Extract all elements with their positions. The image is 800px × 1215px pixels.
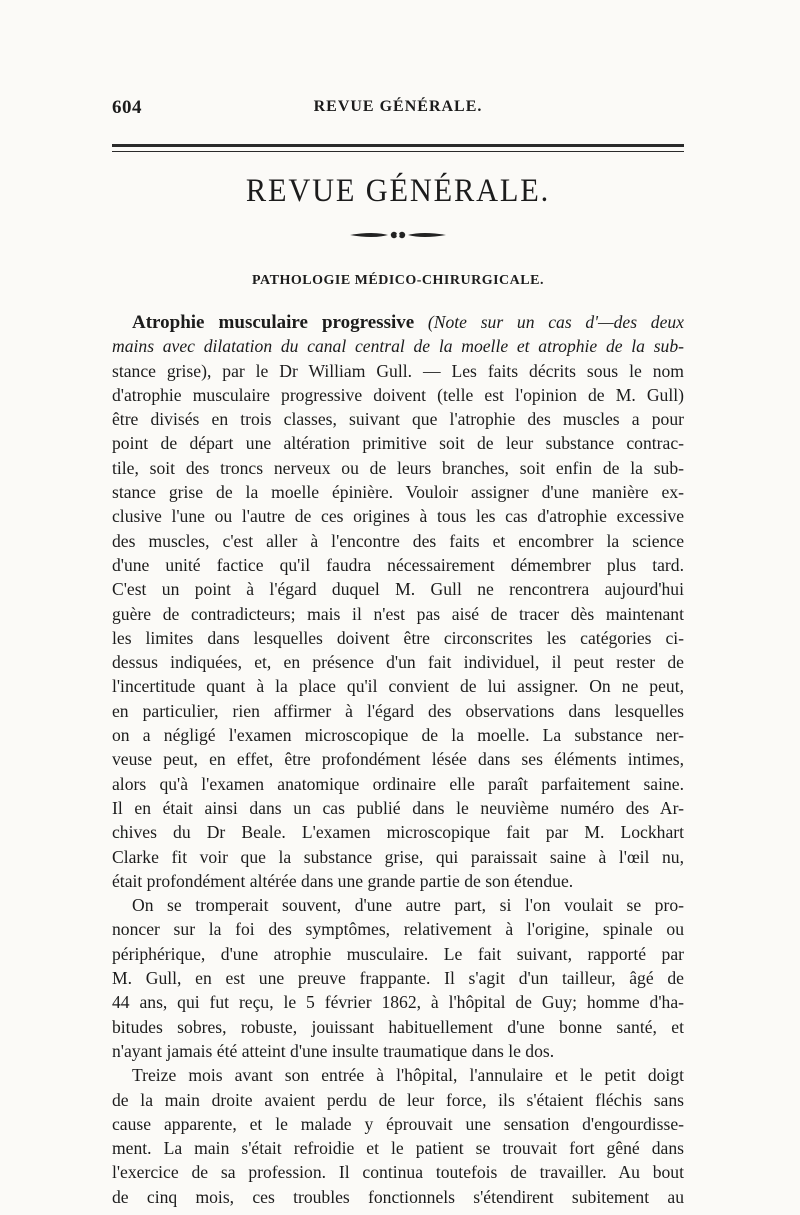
text-line: l'exercice de sa profession. Il continua toutefois de travailler. Au bout	[112, 1162, 684, 1183]
header-rule-thick	[112, 144, 684, 147]
page-number: 604	[112, 97, 142, 118]
running-head	[112, 97, 684, 121]
text-line: être divisés en trois classes, suivant que l'atrophie des muscles a pour	[112, 409, 684, 430]
text-line: stance grise de la moelle épinière. Vouloir assigner d'une manière ex-	[112, 482, 684, 503]
text-line: bitudes sobres, robuste, jouissant habituellement d'une bonne santé, et	[112, 1016, 684, 1037]
text-line: cause apparente, et le malade y éprouvait une sensation d'engourdisse-	[112, 1113, 684, 1134]
header-rule-thin	[112, 151, 684, 152]
text-line: C'est un point à l'égard duquel M. Gull ne rencontrera aujourd'hui	[112, 579, 684, 600]
article-first-line	[112, 310, 684, 334]
text-line: périphérique, d'une atrophie musculaire. Le fait suivant, rapporté par	[112, 943, 684, 964]
text-line: d'atrophie musculaire progressive doivent (telle est l'opinion de M. Gull)	[112, 384, 684, 405]
page-title: REVUE GÉNÉRALE.	[245, 173, 551, 209]
article-body	[112, 310, 684, 1209]
section-heading: PATHOLOGIE MÉDICO-CHIRURGICALE.	[252, 273, 544, 288]
text-line: l'incertitude quant à la place qu'il convient de lui assigner. On ne peut,	[112, 676, 684, 697]
text-line: on a négligé l'examen microscopique de la moelle. La substance ner-	[112, 725, 684, 746]
text-line: de cinq mois, ces troubles fonctionnels s'étendirent subitement au	[112, 1186, 684, 1207]
text-line: d'une unité factice qu'il faudra nécessairement démembrer plus tard.	[112, 554, 684, 575]
running-title: REVUE GÉNÉRALE.	[313, 98, 483, 115]
text-line: guère de contradicteurs; mais il n'est pas aisé de tracer dès maintenant	[112, 603, 684, 624]
text-line: mains avec dilatation du canal central de la moelle et atrophie de la sub-	[112, 336, 684, 357]
ornament-divider-icon	[348, 228, 448, 242]
text-line: était profondément altérée dans une grande partie de son étendue.	[112, 870, 574, 891]
text-line: tile, soit des troncs nerveux ou de leurs branches, soit enfin de la sub-	[112, 457, 684, 478]
text-line: de la main droite avaient perdu de leur force, ils s'étaient fléchis sans	[112, 1089, 684, 1110]
text-line: point de départ une altération primitive soit de leur substance contrac-	[112, 433, 684, 454]
text-line: clusive l'une ou l'autre de ces origines à tous les cas d'atrophie excessive	[112, 506, 684, 527]
article-note: (Note sur un cas d'—des deux	[414, 312, 684, 332]
text-line: On se tromperait souvent, d'une autre part, si l'on voulait se pro-	[132, 895, 684, 916]
text-line: M. Gull, en est une preuve frappante. Il s'agit d'un tailleur, âgé de	[112, 968, 684, 989]
text-line: des muscles, c'est aller à l'encontre des faits et encombrer la science	[112, 530, 684, 551]
text-line: alors qu'à l'examen anatomique ordinaire elle paraît parfaitement saine.	[112, 773, 684, 794]
text-line: en particulier, rien affirmer à l'égard des observations dans lesquelles	[112, 700, 684, 721]
text-line: Il en était ainsi dans un cas publié dans le neuvième numéro des Ar-	[112, 797, 684, 818]
text-line: chives du Dr Beale. L'examen microscopique fait par M. Lockhart	[112, 822, 684, 843]
text-line: dessus indiquées, et, en présence d'un fait individuel, il peut rester de	[112, 652, 684, 673]
text-line: les limites dans lesquelles doivent être circonscrites les catégories ci-	[112, 627, 684, 648]
text-line: stance grise), par le Dr William Gull. — Les faits décrits sous le nom	[112, 360, 684, 381]
text-line: n'ayant jamais été atteint d'une insulte traumatique dans le dos.	[112, 1040, 555, 1061]
text-line: 44 ans, qui fut reçu, le 5 février 1862, à l'hôpital de Guy; homme d'ha-	[112, 992, 684, 1013]
text-line: noncer sur la foi des symptômes, relativement à l'origine, spinale ou	[112, 919, 684, 940]
text-line: Treize mois avant son entrée à l'hôpital, l'annulaire et le petit doigt	[132, 1065, 684, 1086]
text-line: ment. La main s'était refroidie et le patient se trouvait fort gêné dans	[112, 1138, 684, 1159]
text-line: Clarke fit voir que la substance grise, qui paraissait saine à l'œil nu,	[112, 846, 684, 867]
article-heading: Atrophie musculaire progressive	[132, 312, 415, 333]
text-line: veuse peut, en effet, être profondément lésée dans ses éléments intimes,	[112, 749, 684, 770]
